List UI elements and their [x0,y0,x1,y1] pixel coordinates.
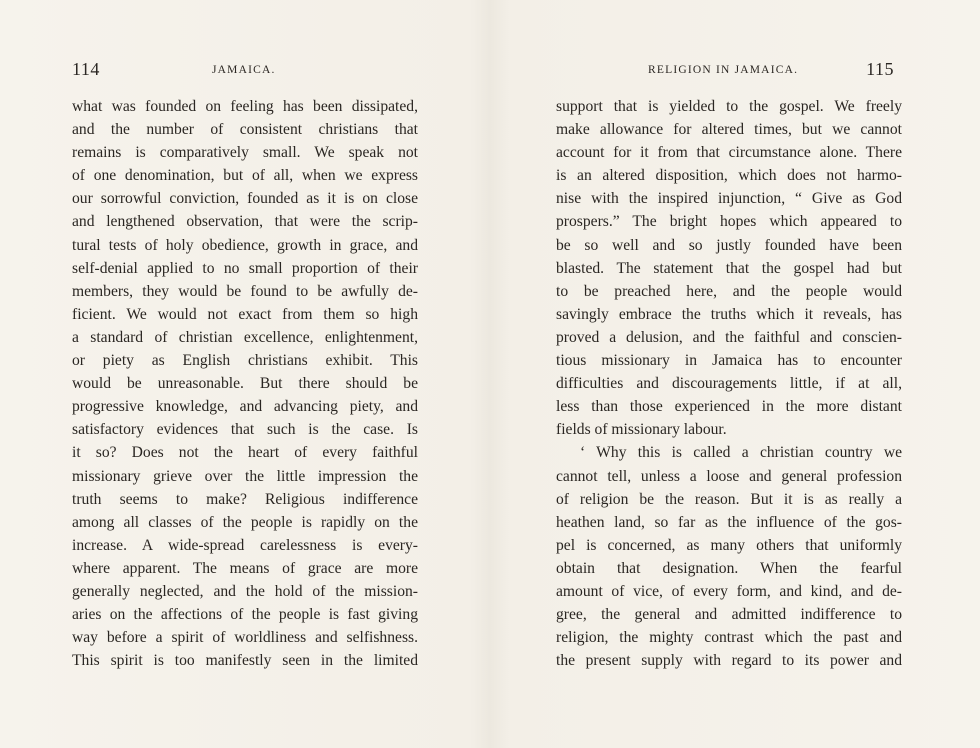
text-line: gree, the general and admitted indifference to [556,606,902,624]
text-line: support that is yielded to the gospel. We freely [556,98,902,115]
text-line: tious missionary in Jamaica has to encounter [556,352,902,370]
text-line: savingly embrace the truths which it reveals, has [556,305,902,323]
text-line: difficulties and discouragements little, if at all, [556,375,902,393]
right-page [490,0,980,748]
text-line: our sorrowful conviction, founded as it is on close [72,190,418,208]
text-line: of religion be the reason. But it is as really a [556,490,902,508]
page-number: 115 [866,59,894,79]
text-line: prospers.” The bright hopes which appeared to [556,213,902,231]
text-line: would be unreasonable. But there should be [72,375,418,393]
running-head: JAMAICA. [212,64,276,76]
text-line: satisfactory evidences that such is the case. Is [72,421,418,439]
text-line: generally neglected, and the hold of the mission- [72,582,418,600]
left-page-header [72,59,422,81]
text-line: obtain that designation. When the fearful [556,559,902,577]
text-line: the present supply with regard to its power and [556,652,902,670]
text-line: it so? Does not the heart of every faithful [72,444,418,462]
text-line: make allowance for altered times, but we cannot [556,121,902,139]
text-line: and lengthened observation, that were the scrip- [72,213,418,231]
right-page-text [556,95,902,672]
text-line: self-denial applied to no small proportion of their [72,259,418,277]
text-line: ficient. We would not exact from them so high [72,305,418,323]
left-page-text [72,95,418,672]
text-line: blasted. The statement that the gospel had but [556,259,902,277]
text-line: where apparent. The means of grace are more [72,559,418,577]
text-line: nise with the inspired injunction, “ Give as God [556,190,902,208]
right-page-header [554,59,894,81]
text-line: increase. A wide-spread carelessness is every- [72,536,418,554]
page-number: 114 [72,59,100,79]
text-line: to be preached here, and the people would [556,282,902,300]
text-line: among all classes of the people is rapidly on the [72,513,418,531]
text-line: pel is concerned, as many others that uniformly [556,536,902,554]
text-line: less than those experienced in the more distant [556,398,902,416]
text-line: remains is comparatively small. We speak not [72,144,418,162]
text-line: ‘ Why this is called a christian country we [580,444,902,462]
text-line: religion, the mighty contrast which the past and [556,629,902,647]
text-line: progressive knowledge, and advancing piety, and [72,398,418,416]
text-line: members, they would be found to be awfully de- [72,282,418,300]
text-line: account for it from that circumstance alone. There [556,144,902,162]
text-line: a standard of christian excellence, enlightenment, [72,328,418,346]
text-line: or piety as English christians exhibit. This [72,352,418,370]
running-head: RELIGION IN JAMAICA. [648,64,799,76]
text-line: heathen land, so far as the influence of the gos- [556,513,902,531]
text-line: This spirit is too manifestly seen in the limited [72,652,418,670]
text-line: is an altered disposition, which does not harmo- [556,167,902,185]
text-line: way before a spirit of worldliness and selfishness. [72,629,418,647]
text-line: what was founded on feeling has been dissipated, [72,98,418,115]
text-line: missionary grieve over the little impression the [72,467,418,485]
text-line: be so well and so justly founded have been [556,236,902,254]
text-line: of one denomination, but of all, when we express [72,167,418,185]
text-line: proved a delusion, and the faithful and conscien- [556,328,902,346]
text-line: tural tests of holy obedience, growth in grace, and [72,236,418,254]
text-line: fields of missionary labour. [556,421,727,439]
text-line: amount of vice, of every form, and kind, and de- [556,582,902,600]
text-line: and the number of consistent christians that [72,121,418,139]
text-line: cannot tell, unless a loose and general profession [556,467,902,485]
text-line: aries on the affections of the people is fast giving [72,606,418,624]
text-line: truth seems to make? Religious indifference [72,490,418,508]
